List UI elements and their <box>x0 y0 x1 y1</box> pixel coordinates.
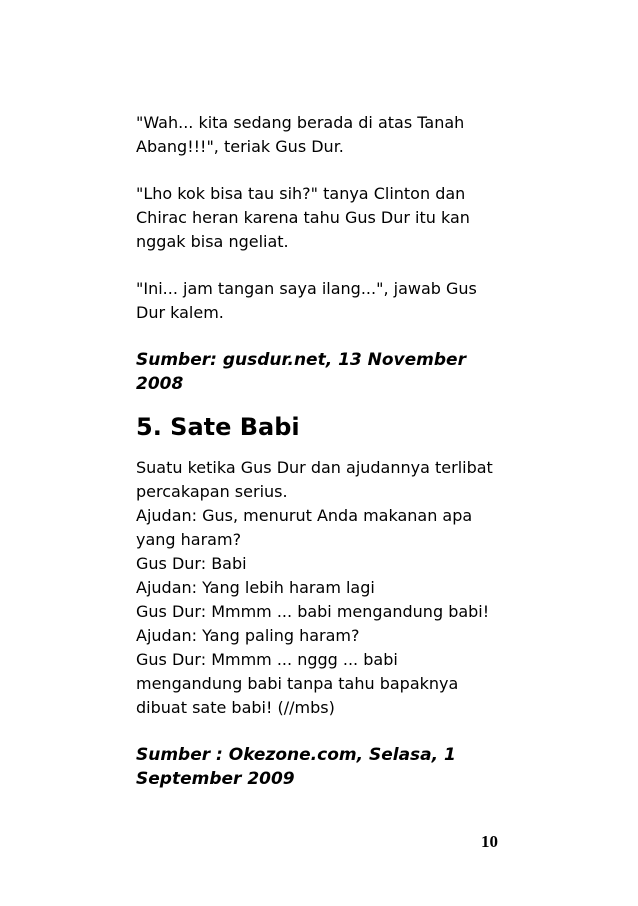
text-line: "Lho kok bisa tau sih?" tanya Clinton dan <box>136 184 466 203</box>
source-citation-gusdur <box>136 348 521 396</box>
source-line: Sumber : Okezone.com, Selasa, 1 <box>136 745 456 765</box>
paragraph-gap <box>136 720 521 743</box>
text-line: Dur kalem. <box>136 303 224 322</box>
dialogue-line: mengandung babi tanpa tahu bapaknya <box>136 674 459 693</box>
text-line: Abang!!!", teriak Gus Dur. <box>136 137 344 156</box>
text-line: Suatu ketika Gus Dur dan ajudannya terlibat <box>136 458 493 477</box>
paragraph-wah <box>136 111 521 159</box>
paragraph-ini <box>136 277 521 325</box>
text-line: "Wah... kita sedang berada di atas Tanah <box>136 113 465 132</box>
paragraph-gap <box>136 325 521 348</box>
paragraph-gap <box>136 159 521 182</box>
dialogue-line: yang haram? <box>136 530 242 549</box>
text-line: nggak bisa ngeliat. <box>136 232 289 251</box>
dialogue-line: dibuat sate babi! (//mbs) <box>136 698 335 717</box>
source-line: Sumber: gusdur.net, 13 November <box>136 350 466 370</box>
source-line: 2008 <box>136 374 184 394</box>
page-content <box>136 111 521 791</box>
text-line: "Ini... jam tangan saya ilang...", jawab Gus <box>136 279 477 298</box>
dialogue-line: Gus Dur: Babi <box>136 554 247 573</box>
section-heading: 5. Sate Babi <box>136 413 300 441</box>
dialogue-line: Ajudan: Gus, menurut Anda makanan apa <box>136 506 473 525</box>
text-line: Chirac heran karena tahu Gus Dur itu kan <box>136 208 470 227</box>
dialogue-line: Gus Dur: Mmmm ... nggg ... babi <box>136 650 398 669</box>
paragraph-sate-babi <box>136 456 521 720</box>
paragraph-gap <box>136 254 521 277</box>
paragraph-lho <box>136 182 521 254</box>
source-line: September 2009 <box>136 769 295 789</box>
dialogue-line: Gus Dur: Mmmm ... babi mengandung babi! <box>136 602 490 621</box>
dialogue-line: Ajudan: Yang paling haram? <box>136 626 360 645</box>
text-line: percakapan serius. <box>136 482 288 501</box>
page-number: 10 <box>481 832 498 851</box>
dialogue-line: Ajudan: Yang lebih haram lagi <box>136 578 375 597</box>
source-citation-okezone <box>136 743 521 791</box>
